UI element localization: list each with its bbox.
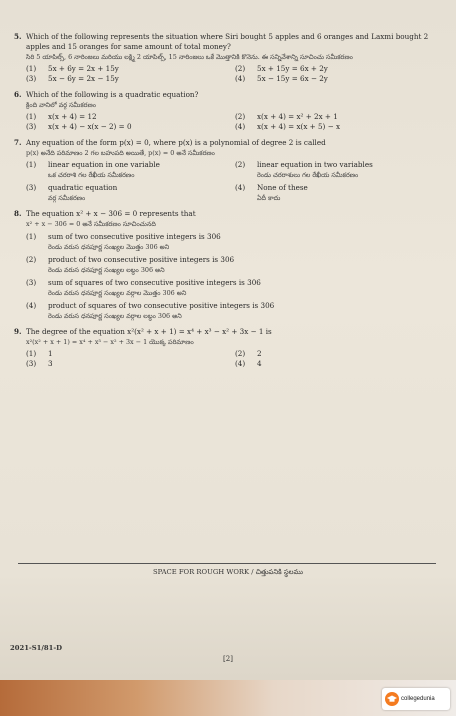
question-number: 7.	[14, 138, 22, 147]
question-8	[14, 209, 444, 321]
option-1[interactable]: (1) 5x + 6y = 2x + 15y	[26, 64, 119, 73]
option-telugu: ఏదీ కాదు	[257, 194, 281, 202]
option-3[interactable]: (3) quadratic equation వర్గ సమీకరణం	[26, 183, 235, 203]
option-telugu: వర్గ సమీకరణం	[48, 194, 86, 202]
options	[26, 112, 444, 132]
option-2[interactable]: (2) 5x + 15y = 6x + 2y	[235, 64, 328, 73]
option-1[interactable]: (1) 1	[26, 349, 53, 358]
options	[26, 160, 444, 203]
question-text: Which of the following represents the situation where Siri bought 5 apples and 6 oranges and Laxmi bought 2 apples and 15 oranges for same amount of total money?	[26, 32, 429, 51]
option-telugu: రెండు వరుస ధనపూర్ణ సంఖ్యల లబ్ధం 306 అని	[48, 266, 165, 274]
option-2[interactable]: (2) linear equation in two variables రెండు చరరాశులు గల రేఖీయ సమీకరణం	[235, 160, 444, 180]
question-9	[14, 327, 444, 369]
option-2[interactable]: (2) 2	[235, 349, 262, 358]
graduation-cap-icon	[385, 692, 399, 706]
question-number: 6.	[14, 90, 22, 99]
option-4[interactable]: (4) None of these ఏదీ కాదు	[235, 183, 444, 203]
question-text: The equation x² + x − 306 = 0 represents that	[26, 209, 196, 218]
rough-work-label: SPACE FOR ROUGH WORK / చిత్తుపనికి స్థలము	[153, 568, 303, 576]
option-4[interactable]: (4) 5x − 15y = 6x − 2y	[235, 74, 328, 83]
question-7	[14, 138, 444, 203]
question-number: 9.	[14, 327, 22, 336]
options	[26, 232, 444, 321]
brand-name: collegedunia	[401, 696, 435, 702]
question-telugu-text: సిరి 5 యాపిల్స్, 6 నారింజలు మరియు లక్ష్మి 2 యాపిల్స్, 15 నారింజలు ఒకే మొత్తానికి కొనెను. ఈ సన్నివేశాన్ని సూచించు సమీకరణం	[26, 53, 353, 61]
option-3[interactable]: (3) x(x + 4) − x(x − 2) = 0	[26, 122, 132, 131]
option-2[interactable]: (2) x(x + 4) = x² + 2x + 1	[235, 112, 338, 121]
option-telugu: రెండు వరుస ధనపూర్ణ సంఖ్యల వర్గాల లబ్ధం 306 అని	[48, 312, 182, 320]
options	[26, 349, 444, 369]
option-2[interactable]: (2) product of two consecutive positive integers is 306 రెండు వరుస ధనపూర్ణ సంఖ్యల లబ్ధం 306 అని	[26, 255, 444, 275]
divider	[18, 563, 436, 564]
option-telugu: రెండు వరుస ధనపూర్ణ సంఖ్యల వర్గాల మొత్తం 306 అని	[48, 289, 187, 297]
question-5	[14, 32, 444, 84]
option-telugu: ఒక చరరాశి గల రేఖీయ సమీకరణం	[48, 171, 135, 179]
option-3[interactable]: (3) 3	[26, 359, 53, 368]
question-number: 5.	[14, 32, 22, 41]
option-4[interactable]: (4) x(x + 4) = x(x + 5) − x	[235, 122, 340, 131]
option-4[interactable]: (4) 4	[235, 359, 262, 368]
question-text: The degree of the equation x²(x² + x + 1) = x⁴ + x³ − x² + 3x − 1 is	[26, 327, 272, 336]
option-telugu: రెండు వరుస ధనపూర్ణ సంఖ్యల మొత్తం 306 అని	[48, 243, 170, 251]
page-number: [2]	[223, 655, 233, 663]
question-telugu-text: x² + x − 306 = 0 అనే సమీకరణం సూచించునది	[26, 220, 156, 228]
table-surface	[0, 680, 456, 716]
option-3[interactable]: (3) 5x − 6y = 2x − 15y	[26, 74, 119, 83]
question-telugu-text: క్రింది వానిలో వర్గ సమీకరణం	[26, 101, 96, 109]
paper-code: 2021-S1/81-D	[10, 644, 63, 652]
watermark-logo	[382, 688, 450, 710]
question-telugu-text: p(x) అనేది పరిమాణం 2 గల బహుపది అయితే, p(x) = 0 అనే సమీకరణం	[26, 149, 215, 157]
question-6	[14, 90, 444, 132]
question-list	[14, 32, 444, 375]
option-4[interactable]: (4) product of squares of two consecutive positive integers is 306 రెండు వరుస ధనపూర్ణ సంఖ్యల వర్గాల లబ్ధం 306 అని	[26, 301, 444, 321]
option-1[interactable]: (1) sum of two consecutive positive integers is 306 రెండు వరుస ధనపూర్ణ సంఖ్యల మొత్తం 306 అని	[26, 232, 444, 252]
question-text: Any equation of the form p(x) = 0, where p(x) is a polynomial of degree 2 is called	[26, 138, 326, 147]
option-1[interactable]: (1) x(x + 4) = 12	[26, 112, 97, 121]
option-3[interactable]: (3) sum of squares of two consecutive positive integers is 306 రెండు వరుస ధనపూర్ణ సంఖ్యల వర్గాల మొత్తం 306 అని	[26, 278, 444, 298]
question-text: Which of the following is a quadratic equation?	[26, 90, 199, 99]
question-number: 8.	[14, 209, 22, 218]
options	[26, 64, 444, 84]
option-telugu: రెండు చరరాశులు గల రేఖీయ సమీకరణం	[257, 171, 359, 179]
option-1[interactable]: (1) linear equation in one variable ఒక చరరాశి గల రేఖీయ సమీకరణం	[26, 160, 235, 180]
question-telugu-text: x²(x² + x + 1) = x⁴ + x³ − x² + 3x − 1 యొక్క పరిమాణం	[26, 338, 194, 346]
